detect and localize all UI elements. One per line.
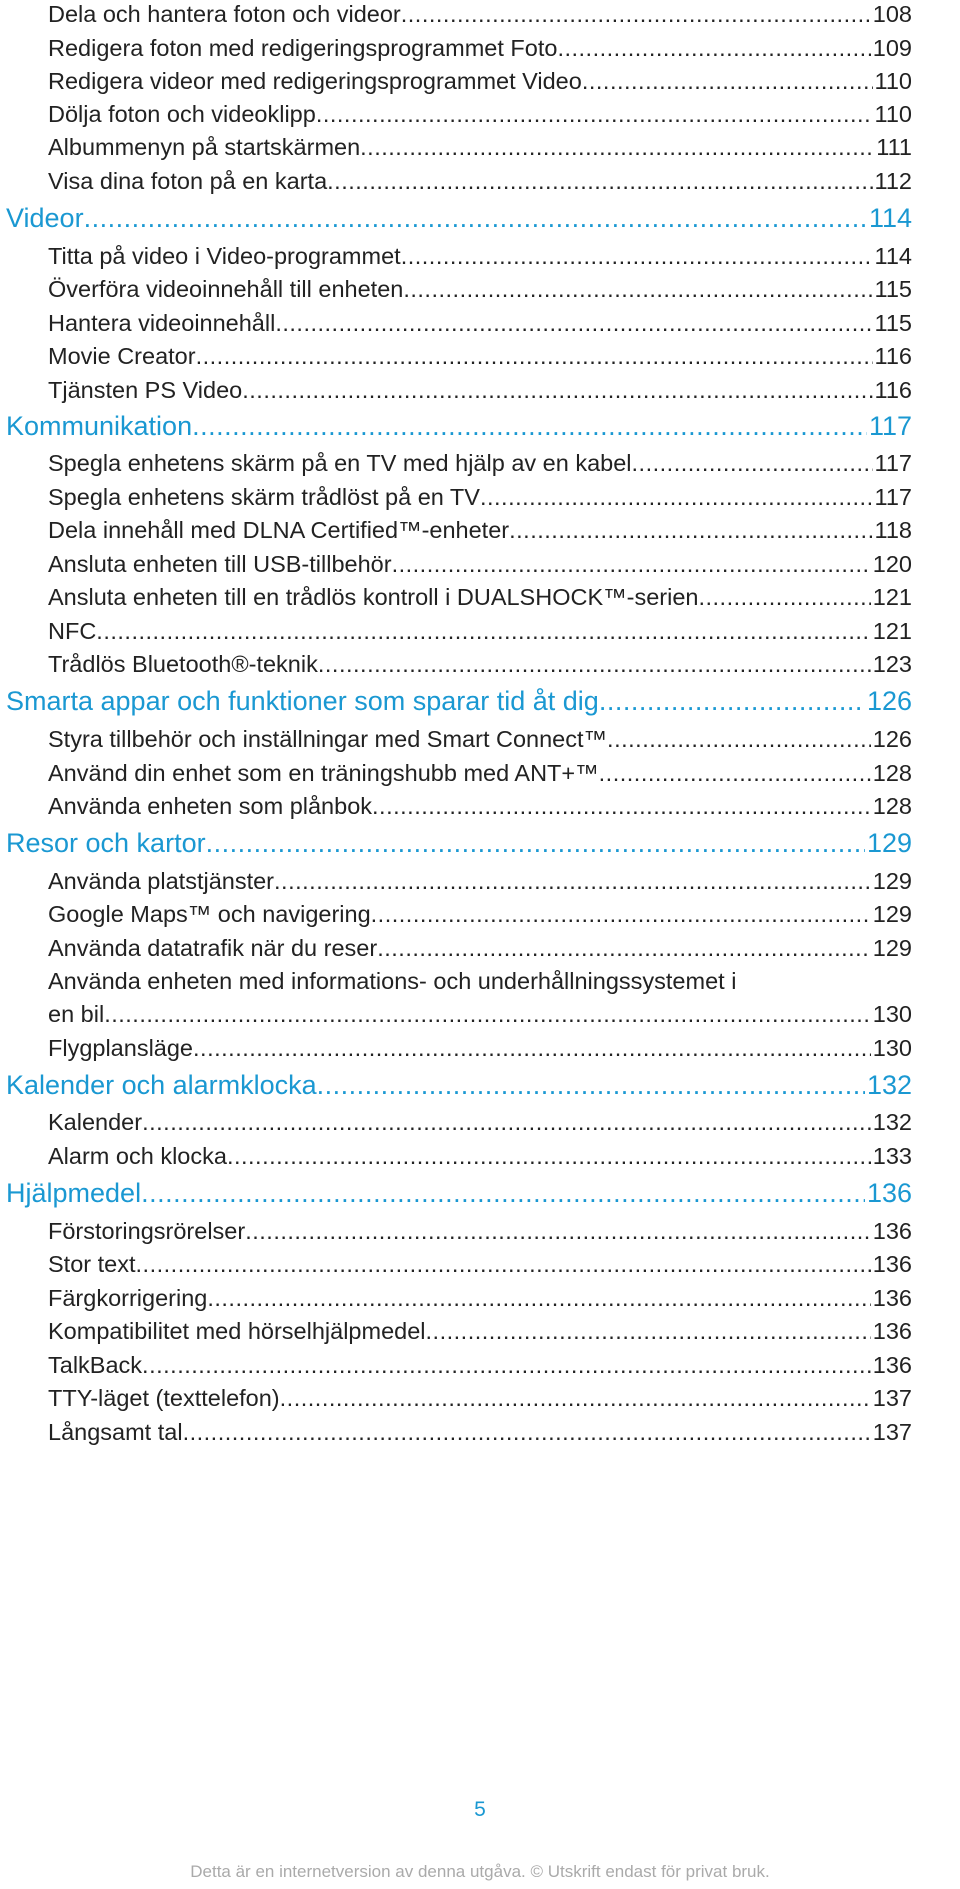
footer-note: Detta är en internetversion av denna utgåva. © Utskrift endast för privat bruk. [190,1862,770,1881]
leader-dots [698,584,870,611]
leader-dots [96,618,870,645]
toc-entry-page: 111 [876,134,912,160]
toc-entry-page: 115 [874,310,912,336]
toc-entry-page: 118 [874,517,912,543]
toc-entry-page: 117 [874,484,912,510]
leader-dots [557,35,870,62]
toc-entry-title: Spegla enhetens skärm på en TV med hjälp av en kabel [48,450,632,476]
leader-dots [377,935,871,962]
toc-entry-title: Google Maps™ och navigering [48,901,371,927]
leader-dots [275,310,872,337]
toc-entry-title: Dela och hantera foton och videor [48,1,401,27]
toc-entry[interactable] [48,1,912,28]
leader-dots [193,1035,871,1062]
leader-dots [632,450,873,477]
toc-entry-title: Visa dina foton på en karta [48,168,328,194]
leader-dots [84,203,867,234]
toc-section-page: 129 [866,828,912,858]
toc-entry-title: TalkBack [48,1352,143,1378]
toc-entry[interactable] [48,35,912,62]
toc-entry-page: 123 [872,651,912,677]
toc-entry-page: 110 [874,101,912,127]
toc-entry-title: Styra tillbehör och inställningar med Smart Connect™ [48,726,608,752]
toc-entry-page: 114 [874,243,912,269]
toc-entry[interactable] [48,584,912,611]
toc-entry-title: Kompatibilitet med hörselhjälpmedel [48,1318,426,1344]
leader-dots [371,901,871,928]
leader-dots [317,1070,865,1101]
leader-dots [401,243,873,270]
toc-entry-title: Kalender [48,1109,143,1135]
toc-entry-page: 136 [872,1352,912,1378]
toc-entry-page: 128 [872,793,912,819]
toc-entry-page: 136 [872,1318,912,1344]
leader-dots [509,517,872,544]
toc-section[interactable] [6,686,912,717]
toc-section-page: 136 [866,1178,912,1208]
toc-entry-title-line1: Använda enheten med informations- och underhållningssystemet i [48,968,737,994]
toc-entry-title: Använda enheten som plånbok [48,793,373,819]
toc-entry-title: Långsamt tal [48,1419,183,1445]
toc-entry-page: 136 [872,1251,912,1277]
toc-section-title: Kalender och alarmklocka [6,1070,317,1100]
leader-dots [245,1218,871,1245]
toc-entry[interactable] [48,760,912,787]
toc-section-page: 114 [868,203,912,233]
toc-entry-page: 130 [872,1035,912,1061]
leader-dots [372,793,871,820]
toc-entry[interactable] [48,168,912,195]
toc-entry-title: Hantera videoinnehåll [48,310,276,336]
toc-entry-title: Albummenyn på startskärmen [48,134,361,160]
page-number: 5 [474,1798,486,1821]
toc-entry-page: 112 [874,168,912,194]
toc-entry-page: 116 [874,377,912,403]
toc-entry[interactable] [48,377,912,404]
toc-entry[interactable] [48,1143,912,1170]
toc-entry-page: 136 [872,1285,912,1311]
toc-entry-title: Överföra videoinnehåll till enheten [48,276,404,302]
toc-entry[interactable] [48,551,912,578]
toc-section-title: Videor [6,203,84,233]
toc-entry[interactable] [48,726,912,753]
toc-entry[interactable] [48,134,912,161]
toc-entry-title: Flygplansläge [48,1035,194,1061]
toc-section[interactable] [6,1070,912,1101]
toc-entry-page: 136 [872,1218,912,1244]
toc-section-title: Hjälpmedel [6,1178,142,1208]
toc-entry-title: Alarm och klocka [48,1143,227,1169]
toc-section[interactable] [6,828,912,859]
toc-entry[interactable] [48,68,912,95]
leader-dots [104,1001,871,1028]
toc-entry[interactable] [48,276,912,303]
toc-entry-page: 115 [874,276,912,302]
toc-entry-page: 126 [872,726,912,752]
toc-entry[interactable] [48,1001,912,1028]
toc-entry-title: TTY-läget (texttelefon) [48,1385,280,1411]
toc-section-title: Kommunikation [6,411,193,441]
toc-entry-page: 117 [874,450,912,476]
toc-entry-page: 121 [872,584,912,610]
leader-dots [142,1109,871,1136]
toc-entry-title: Förstoringsrörelser [48,1218,246,1244]
toc-entry[interactable] [48,343,912,370]
toc-entry[interactable] [48,618,912,645]
toc-entry-page: 121 [872,618,912,644]
toc-entry-title: Använd din enhet som en träningshubb med ANT+™ [48,760,599,786]
toc-entry[interactable] [48,1109,912,1136]
toc-entry-title: Använda platstjänster [48,868,275,894]
toc-entry[interactable] [48,935,912,962]
toc-entry[interactable] [48,1251,912,1278]
leader-dots [192,411,867,442]
leader-dots [327,168,872,195]
toc-entry-title: Stor text [48,1251,136,1277]
toc-entry[interactable] [48,243,912,270]
toc-entry-page: 132 [872,1109,912,1135]
toc-entry[interactable] [48,1035,912,1062]
leader-dots [183,1419,871,1446]
toc-entry-page: 120 [872,551,912,577]
toc-entry-title: Movie Creator [48,343,196,369]
toc-section-title: Resor och kartor [6,828,206,858]
toc-section-page: 126 [866,686,912,716]
toc-section-page: 117 [868,411,912,441]
leader-dots [318,651,871,678]
toc-entry-title: Titta på video i Video-programmet [48,243,401,269]
toc-entry-title: Dela innehåll med DLNA Certified™-enheter [48,517,510,543]
toc-entry-title: en bil [48,1001,105,1027]
toc-entry[interactable] [48,793,912,820]
toc-entry[interactable] [48,1419,912,1446]
leader-dots [426,1318,871,1345]
toc-entry-title: Färgkorrigering [48,1285,208,1311]
toc-entry[interactable] [48,484,912,511]
leader-dots [582,68,873,95]
toc-entry-title: Redigera videor med redigeringsprogrammet Video [48,68,582,94]
toc-entry-title: Spegla enhetens skärm trådlöst på en TV [48,484,480,510]
toc-section[interactable] [6,411,912,442]
toc-entry-title: Ansluta enheten till en trådlös kontroll i DUALSHOCK™-serien [48,584,699,610]
toc-entry-page: 129 [872,901,912,927]
leader-dots [401,1,871,28]
leader-dots [196,343,873,370]
toc-entry-page: 137 [872,1385,912,1411]
toc-entry[interactable] [48,450,912,477]
toc-entry-page: 116 [874,343,912,369]
toc-entry-page: 129 [872,935,912,961]
toc-entry-page: 137 [872,1419,912,1445]
toc-section[interactable] [6,1178,912,1209]
toc-entry-title: NFC [48,618,97,644]
leader-dots [274,868,871,895]
toc-entry[interactable] [48,310,912,337]
toc-entry[interactable] [48,868,912,895]
toc-entry-page: 133 [872,1143,912,1169]
leader-dots [403,276,872,303]
toc-entry-page: 130 [872,1001,912,1027]
toc-entry[interactable] [48,901,912,928]
toc-entry[interactable] [48,101,912,128]
leader-dots [206,828,865,859]
toc-entry[interactable] [48,651,912,678]
leader-dots [316,101,873,128]
leader-dots [242,377,872,404]
leader-dots [136,1251,871,1278]
toc-entry[interactable] [48,1385,912,1412]
toc-entry-title: Trådlös Bluetooth®-teknik [48,651,318,677]
toc-entry-title: Tjänsten PS Video [48,377,243,403]
toc-entry[interactable] [48,1218,912,1245]
toc-section-page: 132 [866,1070,912,1100]
toc-section[interactable] [6,203,912,234]
leader-dots [360,134,874,161]
toc-entry[interactable] [48,1352,912,1379]
leader-dots [207,1285,870,1312]
leader-dots [142,1352,871,1379]
leader-dots [392,551,871,578]
toc-entry-title: Dölja foton och videoklipp [48,101,316,127]
toc-entry-page: 128 [872,760,912,786]
toc-entry-title: Använda datatrafik när du reser [48,935,378,961]
toc-section-title: Smarta appar och funktioner som sparar tid åt dig [6,686,599,716]
toc-entry-page: 129 [872,868,912,894]
toc-entry-page: 110 [874,68,912,94]
toc-entry-title: Redigera foton med redigeringsprogrammet Foto [48,35,558,61]
leader-dots [607,726,871,753]
leader-dots [227,1143,871,1170]
toc-entry-page: 108 [872,1,912,27]
leader-dots [599,686,865,717]
leader-dots [599,760,871,787]
leader-dots [480,484,873,511]
toc-entry[interactable] [48,1285,912,1312]
leader-dots [141,1178,865,1209]
leader-dots [280,1385,871,1412]
toc-entry[interactable] [48,1318,912,1345]
toc-entry-title: Ansluta enheten till USB-tillbehör [48,551,392,577]
toc-entry-page: 109 [872,35,912,61]
toc-entry[interactable] [48,517,912,544]
